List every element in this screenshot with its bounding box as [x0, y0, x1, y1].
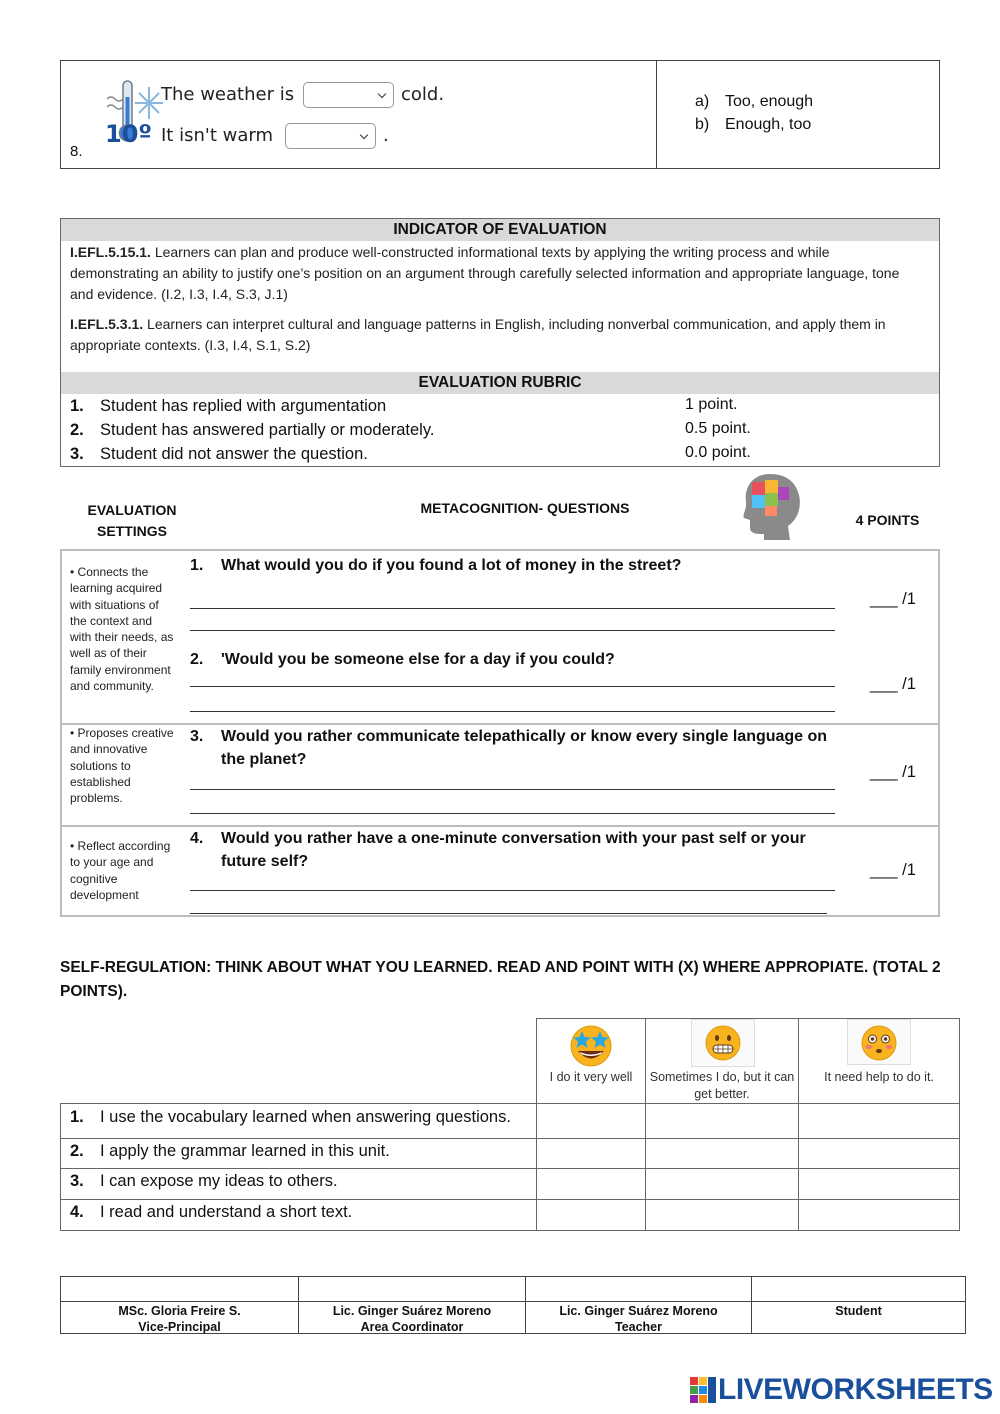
check-cell[interactable] — [536, 1168, 646, 1200]
question-2: 2. 'Would you be someone else for a day if you could? — [190, 651, 615, 668]
rubric-row-2: 2. Student has answered partially or moderately. — [70, 421, 435, 439]
rubric-title: EVALUATION RUBRIC — [61, 372, 939, 394]
column-header-sometimes — [645, 1018, 799, 1104]
score-2[interactable]: ___ /1 — [870, 675, 916, 693]
signature-table — [60, 1276, 966, 1334]
criterion-1: • Connects the learning acquired with situations of the context and with their needs, as well as of their family environment and community. — [70, 565, 174, 694]
rubric-points-3: 0.0 point. — [685, 444, 751, 461]
evaluation-settings-header: EVALUATION SETTINGS — [87, 502, 177, 539]
score-4[interactable]: ___ /1 — [870, 861, 916, 879]
self-reg-row-3 — [60, 1168, 537, 1200]
signature-space[interactable] — [525, 1276, 752, 1302]
indicator-table — [60, 218, 940, 467]
temperature-reading: 10º — [105, 120, 152, 148]
question-4: 4. Would you rather have a one-minute conversation with your past self or your future self? — [190, 830, 806, 870]
row-text: 1. I use the vocabulary learned when answering questions. — [70, 1108, 511, 1126]
criterion-3: • Reflect according to your age and cognitive development — [70, 839, 171, 902]
metacognition-table — [60, 549, 940, 917]
column-header-very-well — [536, 1018, 646, 1104]
check-cell[interactable] — [645, 1103, 799, 1139]
option-b: b) Enough, too — [695, 116, 812, 133]
check-cell[interactable] — [798, 1103, 960, 1139]
check-cell[interactable] — [536, 1199, 646, 1231]
check-cell[interactable] — [645, 1138, 799, 1169]
signer-role: Area Coordinator — [360, 1320, 464, 1334]
criterion-2: • Proposes creative and innovative solutions to established problems. — [70, 726, 174, 806]
signature-teacher — [525, 1301, 752, 1334]
rubric-points-1: 1 point. — [685, 396, 738, 413]
question-8-box — [60, 60, 940, 169]
signer-role: Vice-Principal — [138, 1320, 221, 1334]
answer-select-1[interactable] — [303, 82, 394, 108]
brain-puzzle-head-icon — [740, 472, 804, 542]
star-struck-emoji-icon — [568, 1022, 614, 1068]
self-regulation-title: SELF-REGULATION: THINK ABOUT WHAT YOU LEARNED. READ AND POINT WITH (X) WHERE APPROPIATE. (TOTAL 2 POINTS). — [60, 959, 941, 1000]
column-header-need-help — [798, 1018, 960, 1104]
answer-line[interactable] — [190, 711, 835, 712]
flushed-emoji-icon — [860, 1024, 898, 1062]
answer-line[interactable] — [190, 686, 835, 687]
check-cell[interactable] — [798, 1168, 960, 1200]
row-text: 2. I apply the grammar learned in this unit. — [70, 1142, 390, 1160]
score-1[interactable]: ___ /1 — [870, 590, 916, 608]
column-label-sometimes: Sometimes I do, but it can get better. — [649, 1070, 795, 1101]
check-cell[interactable] — [536, 1103, 646, 1139]
option-a: a) Too, enough — [695, 93, 814, 110]
signer-name: MSc. Gloria Freire S. — [118, 1304, 241, 1318]
indicator-item-1: I.EFL.5.15.1. Learners can plan and produce well-constructed informational texts by applying the writing process and while demonstrating an ability to justify one’s position on an argument through carefully selected information and appropriate language, tone and evidence. (I.2, I.3, I.4, S.3, J.1) — [70, 244, 900, 302]
score-3[interactable]: ___ /1 — [870, 763, 916, 781]
self-reg-row-4 — [60, 1199, 537, 1231]
self-reg-row-1 — [60, 1103, 537, 1139]
signature-space[interactable] — [751, 1276, 966, 1302]
liveworksheets-icon — [690, 1377, 716, 1403]
rubric-row-1: 1. Student has replied with argumentation — [70, 397, 387, 415]
row-text: 4. I read and understand a short text. — [70, 1203, 353, 1221]
metacognition-header: METACOGNITION- QUESTIONS — [420, 500, 630, 516]
self-regulation-table — [60, 1018, 960, 1231]
check-cell[interactable] — [645, 1168, 799, 1200]
check-cell[interactable] — [798, 1138, 960, 1169]
answer-line[interactable] — [190, 608, 835, 609]
answer-line[interactable] — [190, 913, 827, 914]
column-label-need-help: It need help to do it. — [824, 1070, 934, 1084]
rubric-row-3: 3. Student did not answer the question. — [70, 445, 368, 463]
answer-select-2[interactable] — [285, 123, 376, 149]
answer-line[interactable] — [190, 789, 835, 790]
signature-student — [751, 1301, 966, 1334]
sentence-1-start: The weather is — [161, 84, 295, 105]
signer-role: Teacher — [614, 1320, 662, 1334]
signature-area-coordinator — [298, 1301, 526, 1334]
signer-name: Lic. Ginger Suárez Moreno — [559, 1304, 718, 1318]
signature-vice-principal — [60, 1301, 299, 1334]
check-cell[interactable] — [645, 1199, 799, 1231]
self-reg-row-2 — [60, 1138, 537, 1169]
question-number: 8. — [70, 143, 83, 160]
row-text: 3. I can expose my ideas to others. — [70, 1172, 338, 1190]
points-header: 4 POINTS — [855, 512, 920, 528]
column-divider — [656, 61, 657, 168]
sentence-1-end: cold. — [401, 84, 445, 105]
signature-space[interactable] — [60, 1276, 299, 1302]
sentence-2-end: . — [383, 125, 389, 146]
answer-line[interactable] — [190, 813, 835, 814]
check-cell[interactable] — [536, 1138, 646, 1169]
indicator-title: INDICATOR OF EVALUATION — [61, 219, 939, 241]
question-3: 3. Would you rather communicate telepathically or know every single language on the planet? — [190, 728, 828, 768]
grimacing-emoji-icon — [704, 1024, 742, 1062]
column-label-very-well: I do it very well — [549, 1070, 633, 1084]
check-cell[interactable] — [798, 1199, 960, 1231]
rubric-points-2: 0.5 point. — [685, 420, 751, 437]
answer-line[interactable] — [190, 630, 835, 631]
sentence-2-start: It isn't warm — [161, 125, 273, 146]
question-1: 1. What would you do if you found a lot of money in the street? — [190, 557, 682, 574]
signer-name: Lic. Ginger Suárez Moreno — [332, 1304, 492, 1318]
answer-line[interactable] — [190, 890, 835, 891]
indicator-item-2: I.EFL.5.3.1. Learners can interpret cultural and language patterns in English, including nonverbal communication, and apply them in appropriate contexts. (I.3, I.4, S.1, S.2) — [70, 316, 886, 353]
brand-name: LIVEWORKSHEETS — [718, 1373, 993, 1406]
signer-name: Student — [835, 1304, 882, 1318]
signature-space[interactable] — [298, 1276, 526, 1302]
